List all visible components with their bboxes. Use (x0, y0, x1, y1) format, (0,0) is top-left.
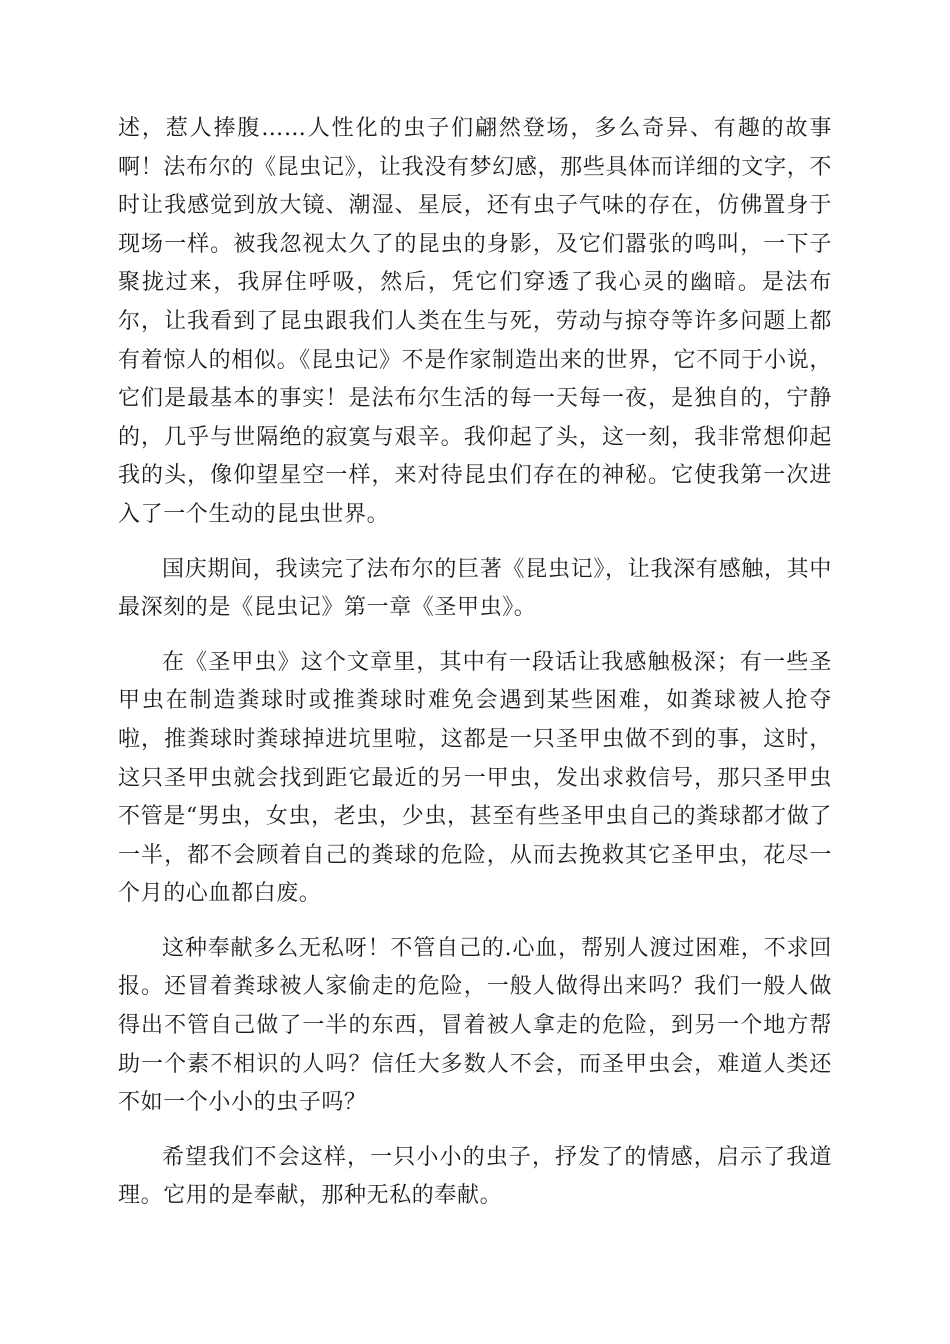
paragraph-5: 希望我们不会这样，一只小小的虫子，抒发了的情感，启示了我道理。它用的是奉献，那种无私的奉献。 (118, 1144, 832, 1209)
paragraph-4: 这种奉献多么无私呀！不管自己的.心血，帮别人渡过困难，不求回报。还冒着粪球被人家偷走的危险，一般人做得出来吗？我们一般人做得出不管自己做了一半的东西，冒着被人拿走的危险，到另一个地方帮助一个素不相识的人吗？信任大多数人不会，而圣甲虫会，难道人类还不如一个小小的虫子吗？ (118, 935, 832, 1116)
document-body (118, 110, 832, 1216)
paragraph-3: 在《圣甲虫》这个文章里，其中有一段话让我感触极深；有一些圣甲虫在制造粪球时或推粪球时难免会遇到某些困难，如粪球被人抢夺啦，推粪球时粪球掉进坑里啦，这都是一只圣甲虫做不到的事，这时，这只圣甲虫就会找到距它最近的另一甲虫，发出求救信号，那只圣甲虫不管是“男虫，女虫，老虫，少虫，甚至有些圣甲虫自己的粪球都才做了一半，都不会顾着自己的粪球的危险，从而去挽救其它圣甲虫，花尽一个月的心血都白废。 (118, 649, 832, 907)
paragraph-2: 国庆期间，我读完了法布尔的巨著《昆虫记》，让我深有感触，其中最深刻的是《昆虫记》第一章《圣甲虫》。 (118, 556, 832, 621)
paragraph-1: 述，惹人捧腹……人性化的虫子们翩然登场，多么奇异、有趣的故事啊！法布尔的《昆虫记》，让我没有梦幻感，那些具体而详细的文字，不时让我感觉到放大镜、潮湿、星辰，还有虫子气味的存在，仿佛置身于现场一样。被我忽视太久了的昆虫的身影，及它们嚣张的鸣叫，一下子聚拢过来，我屏住呼吸，然后，凭它们穿透了我心灵的幽暗。是法布尔，让我看到了昆虫跟我们人类在生与死，劳动与掠夺等许多问题上都有着惊人的相似。《昆虫记》不是作家制造出来的世界，它不同于小说，它们是最基本的事实！是法布尔生活的每一天每一夜，是独自的，宁静的，几乎与世隔绝的寂寞与艰辛。我仰起了头，这一刻，我非常想仰起我的头，像仰望星空一样，来对待昆虫们存在的神秘。它使我第一次进入了一个生动的昆虫世界。 (118, 116, 832, 527)
